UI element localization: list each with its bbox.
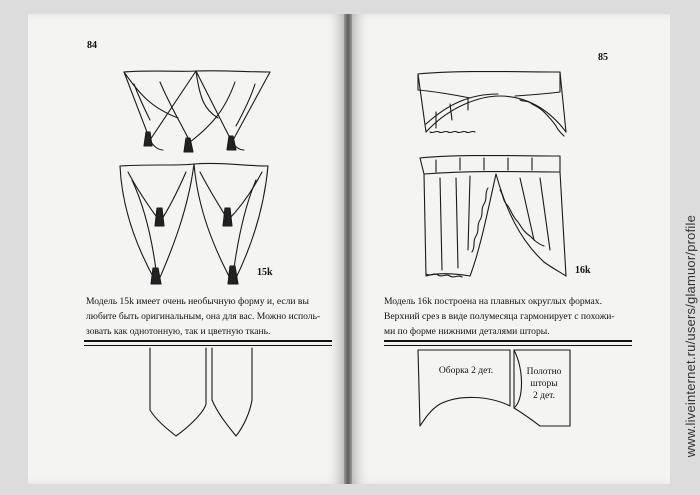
caption-right-line-3: ми по форме нижними деталями шторы. xyxy=(384,326,550,337)
caption-right-line-2: Верхний срез в виде полумесяца гармонирует с похожи- xyxy=(384,311,615,322)
curtain-15k-bottom-illustration xyxy=(120,163,268,284)
pattern-15k-pieces xyxy=(150,348,252,436)
pattern-label-polotno-line-2: шторы xyxy=(530,379,558,389)
model-label-15k: 15k xyxy=(257,267,273,278)
pattern-label-polotno xyxy=(520,366,568,402)
curtain-16k-illustration xyxy=(420,156,566,278)
caption-left-line-1: Модель 15k имеет очень необычную форму и, если вы xyxy=(86,296,309,307)
watermark-text: www.liveinternet.ru/users/glamuor/profile xyxy=(683,215,698,458)
pattern-label-polotno-line-1: Полотно xyxy=(526,367,562,377)
caption-right-line-1: Модель 16k построена на плавных округлых формах. xyxy=(384,296,602,307)
valance-16k-illustration xyxy=(418,72,566,137)
pattern-label-oborka: Оборка 2 дет. xyxy=(438,366,494,376)
page-number-left: 84 xyxy=(87,40,97,51)
model-label-16k: 16k xyxy=(575,265,591,276)
page-number-right: 85 xyxy=(598,52,608,63)
pattern-label-polotno-line-3: 2 дет. xyxy=(533,391,555,401)
caption-left-line-2: любите быть оригинальным, она для вас. Можно исполь- xyxy=(86,311,321,322)
valance-15k-top-illustration xyxy=(124,71,270,152)
caption-left-line-3: зовать как однотонную, так и цветную ткань. xyxy=(86,326,271,337)
